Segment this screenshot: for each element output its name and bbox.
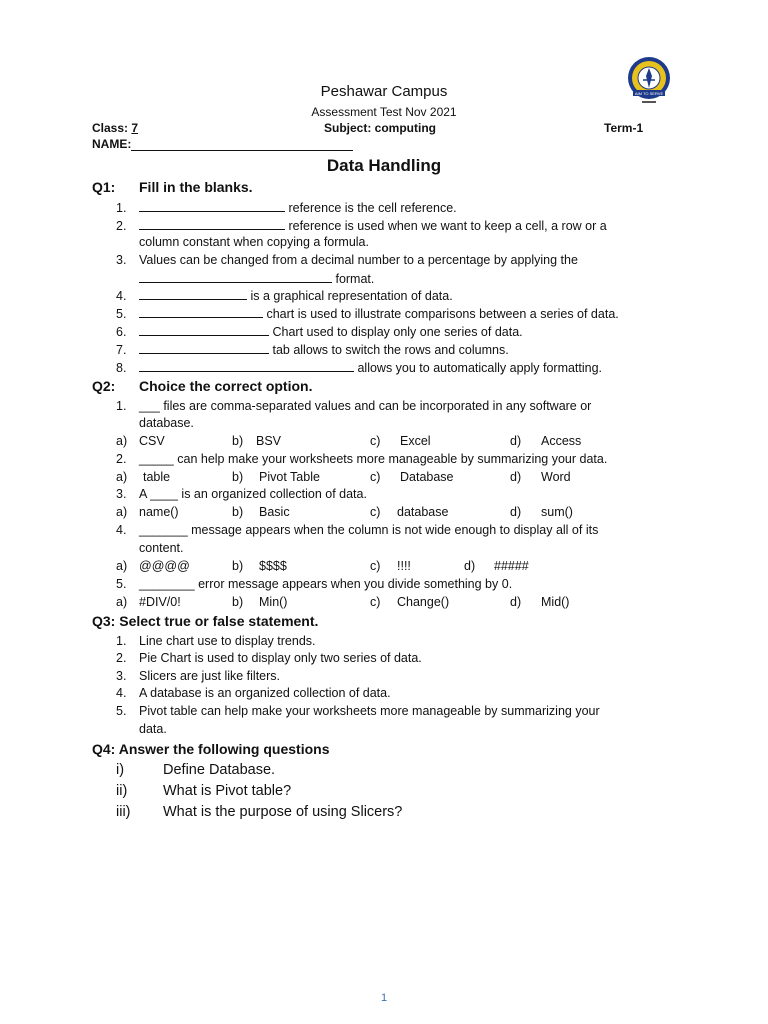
campus-name: Peshawar Campus <box>320 83 448 100</box>
list-item: 3. Values can be changed from a decimal number to a percentage by applying the <box>116 253 578 267</box>
question-item: 3. A ____ is an organized collection of data. <box>116 487 367 501</box>
option-b: Basic <box>259 505 290 519</box>
question-item: 1. ___ files are comma-separated values and can be incorporated in any software or <box>116 399 592 413</box>
list-item: i) Define Database. <box>116 762 276 778</box>
class-info: Class: 7 <box>92 121 139 135</box>
name-blank-line <box>131 138 353 151</box>
list-item-continuation: format. <box>139 271 374 286</box>
option-a: name() <box>139 505 179 519</box>
list-item: 8. allows you to automatically apply formatting. <box>116 361 603 375</box>
list-item: 1. Line chart use to display trends. <box>116 634 316 648</box>
option-a: @@@@ <box>139 559 190 573</box>
list-item: iii) What is the purpose of using Slicers? <box>116 804 403 820</box>
list-item: 2. Pie Chart is used to display only two series of data. <box>116 651 422 665</box>
list-item-continuation: column constant when copying a formula. <box>139 235 369 249</box>
list-item-continuation: data. <box>139 722 167 736</box>
q3-heading: Q3: Select true or false statement. <box>92 613 319 629</box>
question-continuation: database. <box>139 416 194 430</box>
option-b: BSV <box>256 434 282 448</box>
test-title: Assessment Test Nov 2021 <box>311 105 457 119</box>
name-field: NAME: <box>92 137 353 151</box>
list-item: ii) What is Pivot table? <box>116 783 292 799</box>
option-c: Excel <box>400 434 431 448</box>
option-c: database <box>397 505 449 519</box>
list-item: 1. reference is the cell reference. <box>116 201 457 215</box>
option-c: !!!! <box>397 559 411 573</box>
option-d: sum() <box>541 505 573 519</box>
question-continuation: content. <box>139 541 184 555</box>
list-item: 3. Slicers are just like filters. <box>116 669 281 683</box>
option-c: Change() <box>397 595 450 609</box>
option-d: Word <box>541 470 571 484</box>
list-item: 2. reference is used when we want to keep a cell, a row or a <box>116 219 607 233</box>
subject-info: Subject: computing <box>324 121 436 135</box>
option-d: Mid() <box>541 595 570 609</box>
option-d: Access <box>541 434 582 448</box>
list-item: 4. A database is an organized collection of data. <box>116 686 391 700</box>
option-a: CSV <box>139 434 165 448</box>
q4-heading: Q4: Answer the following questions <box>92 741 330 757</box>
logo-motto: AIM TO SERVE <box>634 90 664 96</box>
page-title: Data Handling <box>326 156 442 175</box>
q1-heading: Q1: Fill in the blanks. <box>92 179 253 195</box>
question-item: 4. _______ message appears when the column is not wide enough to display all of its <box>116 523 599 537</box>
list-item: 4. is a graphical representation of data. <box>116 289 453 303</box>
option-d: ##### <box>494 559 529 573</box>
option-b: Pivot Table <box>259 470 320 484</box>
list-item: 5. chart is used to illustrate comparisons between a series of data. <box>116 307 619 321</box>
option-b: Min() <box>259 595 288 609</box>
q2-heading: Q2: Choice the correct option. <box>92 378 313 394</box>
option-c: Database <box>400 470 454 484</box>
question-item: 5. ________ error message appears when you divide something by 0. <box>116 577 513 591</box>
option-b: $$$$ <box>259 559 287 573</box>
question-item: 2. _____ can help make your worksheets more manageable by summarizing your data. <box>116 452 608 466</box>
list-item: 6. Chart used to display only one series of data. <box>116 325 523 339</box>
option-a: #DIV/0! <box>139 595 181 609</box>
term-info: Term-1 <box>604 121 644 135</box>
list-item: 7. tab allows to switch the rows and columns. <box>116 343 509 357</box>
school-logo <box>625 56 673 108</box>
page-number: 1 <box>380 992 388 1004</box>
list-item: 5. Pivot table can help make your worksheets more manageable by summarizing your <box>116 704 600 718</box>
option-a: table <box>143 470 171 484</box>
